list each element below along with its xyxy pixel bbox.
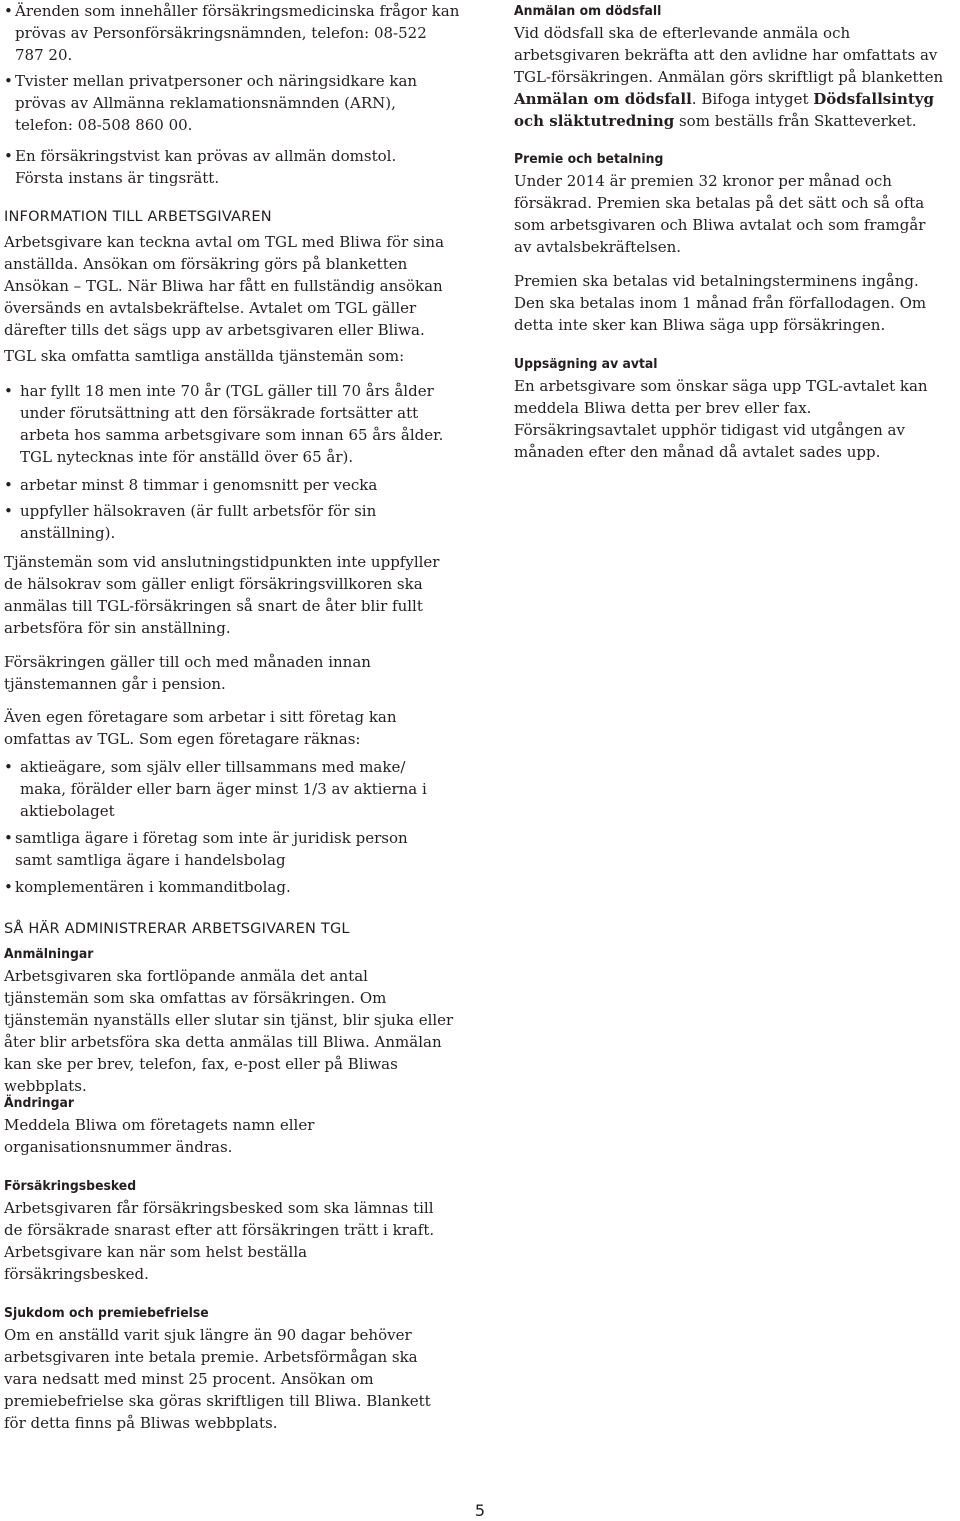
subheading-notifications: Anmälningar [4,946,94,962]
certificate-name: Dödsfallsintyg och släktutredning [514,90,934,130]
employer-info-paragraph: Arbetsgivare kan teckna avtal om TGL med Bliwa för sina anställda. Ansökan om försäkring görs på blanketten Ansökan – TGL. När Bliwa har fått en fullständig ansökan översänds en avtalsbekräftelse. Avtalet om TGL gäller därefter tills det sägs upp av arbetsgivaren eller Bliwa. [4,233,445,339]
premium-text-2: Premien ska betalas vid betalningsterminens ingång. Den ska betalas inom 1 månad från förfallodagen. Om detta inte sker kan Bliwa säga upp försäkringen. [514,272,927,334]
heading-administration: SÅ HÄR ADMINISTRERAR ARBETSGIVAREN TGL [4,921,350,937]
subheading-insurance-notice: Försäkringsbesked [4,1178,137,1194]
heading-employer-info: INFORMATION TILL ARBETSGIVAREN [4,209,272,225]
notifications-text: Arbetsgivaren ska fortlöpande anmäla det antal tjänstemän som ska omfattas av försäkringen. Om tjänstemän nyanställs eller slutar sin tjänst, blir sjuka eller åter blir arbetsföra ska detta anmälas till Bliwa. Anmälan kan ske per brev, telefon, fax, e-post eller på Bliwas webbplats. [4,967,454,1095]
death-notice-text: Vid dödsfall ska de efterlevande anmäla och arbetsgivaren bekräfta att den avlidne har omfattats av TGL-försäkringen. Anmälan görs skriftligt på blanketten Anmälan om dödsfall. Bifoga intyget Dödsfallsintyg och släktutredning som beställs från Skatteverket. [514,24,944,130]
bullet-personforsakringsnamnden: • Ärenden som innehåller försäkringsmedicinska frågor kan prövas av Personförsäkringsnämnden, telefon: 08-522 787 20. [4,0,460,66]
owner-shareholder: • aktieägare, som själv eller tillsammans med make/ maka, förälder eller barn äger minst 1/3 av aktierna i aktiebolaget [4,756,450,822]
subheading-changes: Ändringar [4,1095,74,1111]
premium-waiver-text: Om en anställd varit sjuk längre än 90 dagar behöver arbetsgivaren inte betala premie. Arbetsförmågan ska vara nedsatt med minst 25 procent. Ansökan om premiebefrielse ska göras skriftligen till Bliwa. Blankett för detta finns på Bliwas webbplats. [4,1326,431,1432]
page-number: 5 [474,1501,486,1520]
criterion-hours: • arbetar minst 8 timmar i genomsnitt per vecka [4,474,460,496]
self-employed-paragraph: Även egen företagare som arbetar i sitt företag kan omfattas av TGL. Som egen företagare räknas: [4,708,397,748]
health-requirement-paragraph: Tjänstemän som vid anslutningstidpunkten inte uppfyller de hälsokrav som gäller enligt försäkringsvillkoren ska anmälas till TGL-försäkringen så snart de åter blir fullt arbetsföra för sin anställning. [4,553,440,637]
subheading-premium: Premie och betalning [514,151,664,167]
subheading-termination: Uppsägning av avtal [514,356,658,372]
employer-scope-intro: TGL ska omfatta samtliga anställda tjänstemän som: [4,347,405,365]
subheading-premium-waiver: Sjukdom och premiebefrielse [4,1305,209,1321]
subheading-death-notice: Anmälan om dödsfall [514,3,662,19]
criterion-health: • uppfyller hälsokraven (är fullt arbetsför för sin anställning). [4,500,460,544]
changes-text: Meddela Bliwa om företagets namn eller organisationsnummer ändras. [4,1116,315,1156]
pension-paragraph: Försäkringen gäller till och med månaden innan tjänstemannen går i pension. [4,653,371,693]
bullet-allman-domstol: • En försäkringstvist kan prövas av allmän domstol. Första instans är tingsrätt. [4,145,445,189]
owner-partners: • samtliga ägare i företag som inte är juridisk person samt samtliga ägare i handelsbolag [4,827,430,871]
bullet-arn: • Tvister mellan privatpersoner och näringsidkare kan prövas av Allmänna reklamationsnämnden (ARN), telefon: 08-508 860 00. [4,70,455,136]
criterion-age: • har fyllt 18 men inte 70 år (TGL gäller till 70 års ålder under förutsättning att den försäkrade fortsätter att arbeta hos samma arbetsgivare som innan 65 års ålder. TGL nytecknas inte för anställd över 65 år). [4,380,460,468]
insurance-notice-text: Arbetsgivaren får försäkringsbesked som ska lämnas till de försäkrade snarast efter att försäkringen trätt i kraft. Arbetsgivare kan när som helst beställa försäkringsbesked. [4,1199,435,1283]
owner-general-partner: • komplementären i kommanditbolag. [4,876,430,898]
form-name-death-notice: Anmälan om dödsfall [514,90,692,108]
termination-text: En arbetsgivare som önskar säga upp TGL-avtalet kan meddela Bliwa detta per brev eller fax. Försäkringsavtalet upphör tidigast vid utgången av månaden efter den månad då avtalet sades upp. [514,377,928,461]
premium-text-1: Under 2014 är premien 32 kronor per månad och försäkrad. Premien ska betalas på det sätt och så ofta som arbetsgivaren och Bliwa avtalat och som framgår av avtalsbekräftelsen. [514,172,926,256]
